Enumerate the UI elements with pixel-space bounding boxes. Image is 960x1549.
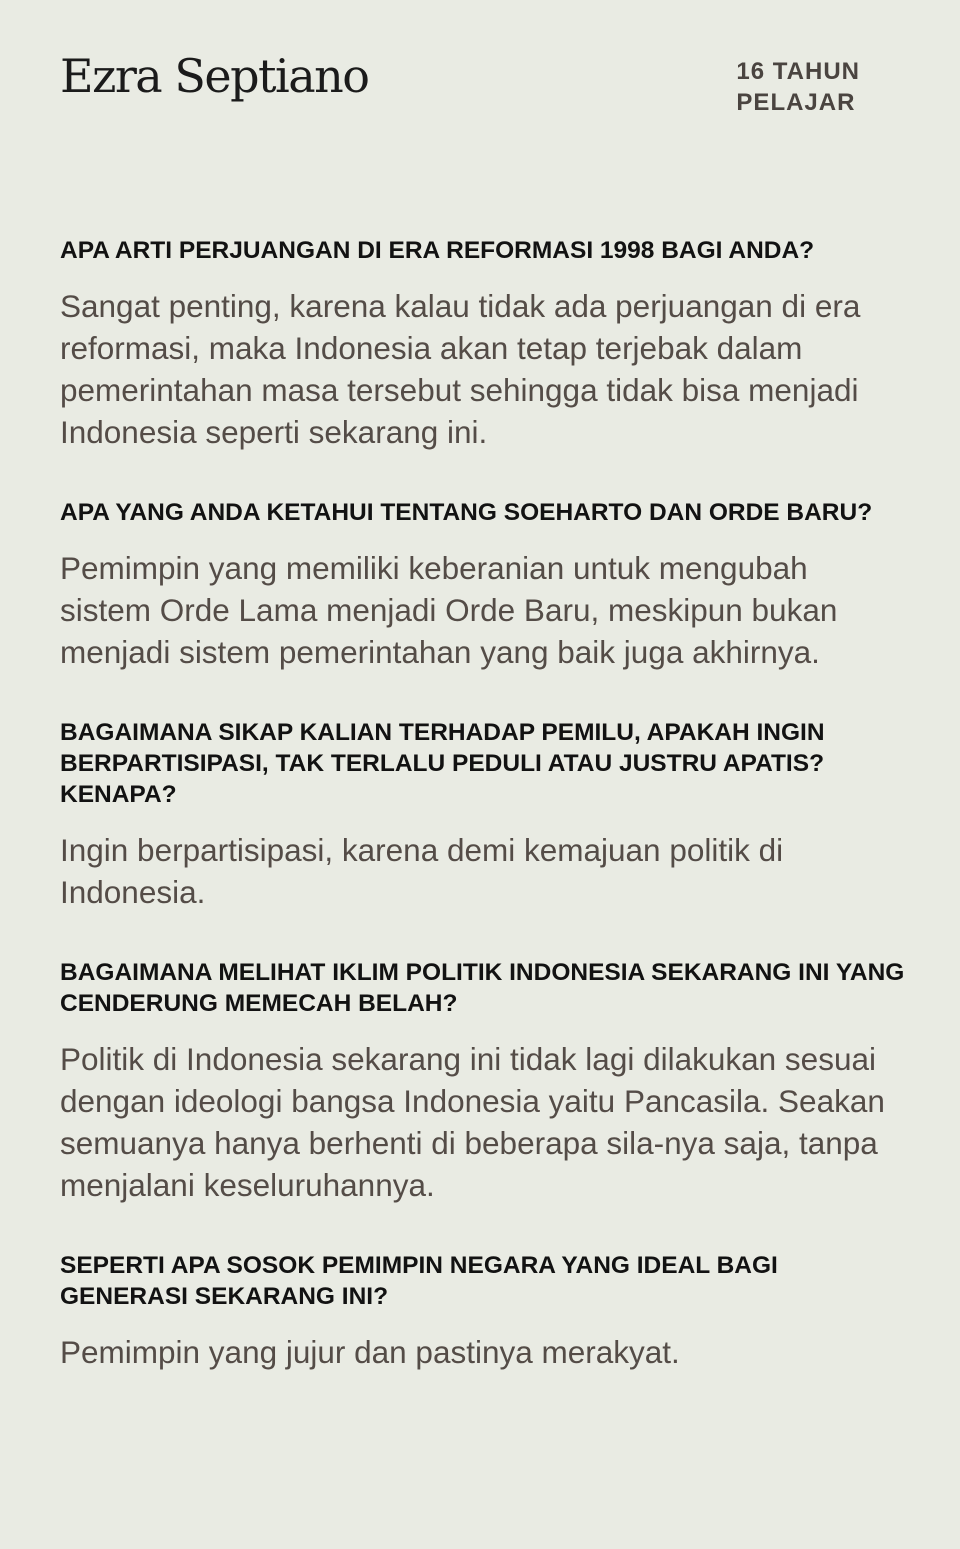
answer-4: Politik di Indonesia sekarang ini tidak lagi dilakukan sesuai dengan ideologi bangsa Indonesia yaitu Pancasila. Seakan semuanya hanya berhenti di beberapa sila-nya saja, tanpa menjalani keseluruhannya. — [60, 1041, 885, 1203]
question-1: APA ARTI PERJUANGAN DI ERA REFORMASI 1998 BAGI ANDA? — [60, 237, 815, 264]
answer-1: Sangat penting, karena kalau tidak ada perjuangan di era reformasi, maka Indonesia akan tetap terjebak dalam pemerintahan masa tersebut sehingga tidak bisa menjadi Indonesia seperti sekarang ini. — [60, 288, 861, 450]
person-name: Ezra Septiano — [60, 49, 369, 103]
question-2: APA YANG ANDA KETAHUI TENTANG SOEHARTO DAN ORDE BARU? — [60, 499, 873, 526]
person-occupation: PELAJAR — [736, 89, 856, 116]
qa-item-3 — [60, 717, 905, 913]
qa-item-1 — [60, 235, 905, 453]
answer-3: Ingin berpartisipasi, karena demi kemajuan politik di Indonesia. — [60, 832, 784, 910]
answer-5: Pemimpin yang jujur dan pastinya merakyat. — [60, 1334, 680, 1370]
person-meta — [736, 56, 860, 118]
question-4: BAGAIMANA MELIHAT IKLIM POLITIK INDONESIA SEKARANG INI YANG CENDERUNG MEMECAH BELAH? — [60, 959, 905, 1017]
profile-header — [60, 44, 860, 124]
answer-2: Pemimpin yang memiliki keberanian untuk mengubah sistem Orde Lama menjadi Orde Baru, meskipun bukan menjadi sistem pemerintahan yang baik juga akhirnya. — [60, 550, 838, 670]
person-age: 16 TAHUN — [736, 58, 860, 85]
qa-item-2 — [60, 497, 905, 673]
question-3: BAGAIMANA SIKAP KALIAN TERHADAP PEMILU, APAKAH INGIN BERPARTISIPASI, TAK TERLALU PEDULI ATAU JUSTRU APATIS? KENAPA? — [60, 719, 825, 808]
question-5: SEPERTI APA SOSOK PEMIMPIN NEGARA YANG IDEAL BAGI GENERASI SEKARANG INI? — [60, 1252, 778, 1310]
interview-qa-list — [60, 235, 905, 1417]
qa-item-5 — [60, 1250, 905, 1373]
qa-item-4 — [60, 957, 905, 1206]
